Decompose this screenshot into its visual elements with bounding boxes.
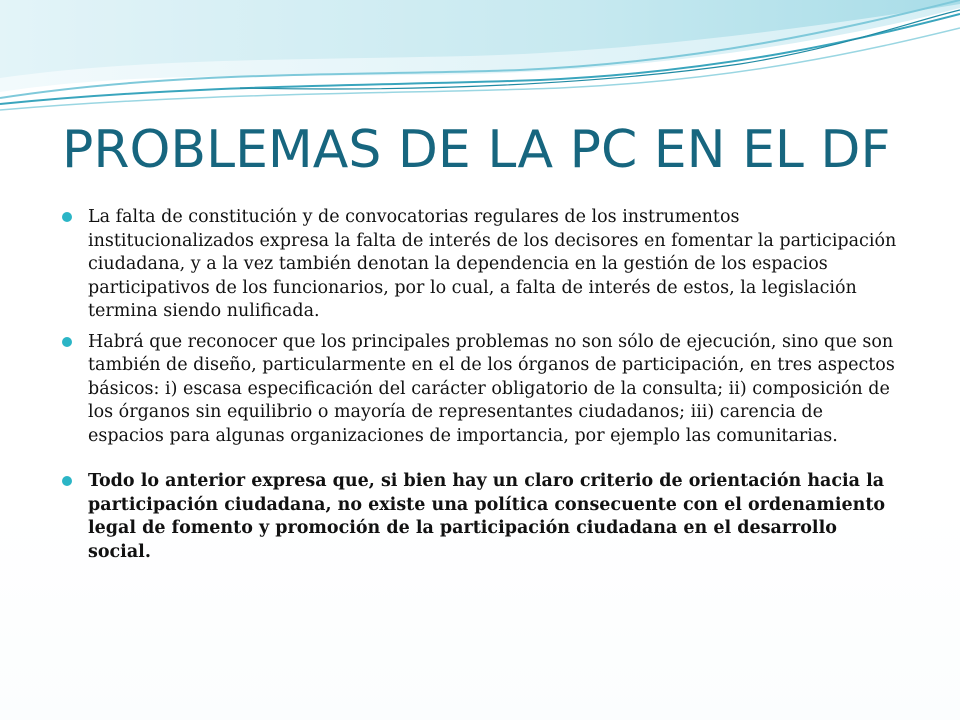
bullet-item bbox=[62, 206, 902, 324]
bullet-dot-icon bbox=[62, 476, 72, 486]
bullet-dot-icon bbox=[62, 212, 72, 222]
bullet-item bbox=[62, 470, 902, 564]
bullet-dot-icon bbox=[62, 337, 72, 347]
bullet-item bbox=[62, 331, 902, 449]
bullet-text: Habrá que reconocer que los principales problemas no son sólo de ejecución, sino que son también de diseño, particularmente en el de los órganos de participación, en tres aspectos básicos: i) escasa especificación del carácter obligatorio de la consulta; ii) composición de los órganos sin equilibrio o mayoría de representantes ciudadanos; iii) carencia de espacios para algunas organizaciones de importancia, por ejemplo las comunitarias. bbox=[88, 331, 895, 446]
bullet-list bbox=[62, 206, 902, 571]
decorative-wave-header bbox=[0, 0, 960, 120]
slide-title: PROBLEMAS DE LA PC EN EL DF bbox=[62, 120, 891, 180]
bullet-text: Todo lo anterior expresa que, si bien hay un claro criterio de orientación hacia la participación ciudadana, no existe una política consecuente con el ordenamiento legal de fomento y promoción de la participación ciudadana en el desarrollo social. bbox=[88, 471, 886, 562]
bullet-text: La falta de constitución y de convocatorias regulares de los instrumentos institucionalizados expresa la falta de interés de los decisores en fomentar la participación ciudadana, y a la vez también denotan la dependencia en la gestión de los espacios participativos de los funcionarios, por lo cual, a falta de interés de estos, la legislación termina siendo nulificada. bbox=[88, 207, 897, 321]
